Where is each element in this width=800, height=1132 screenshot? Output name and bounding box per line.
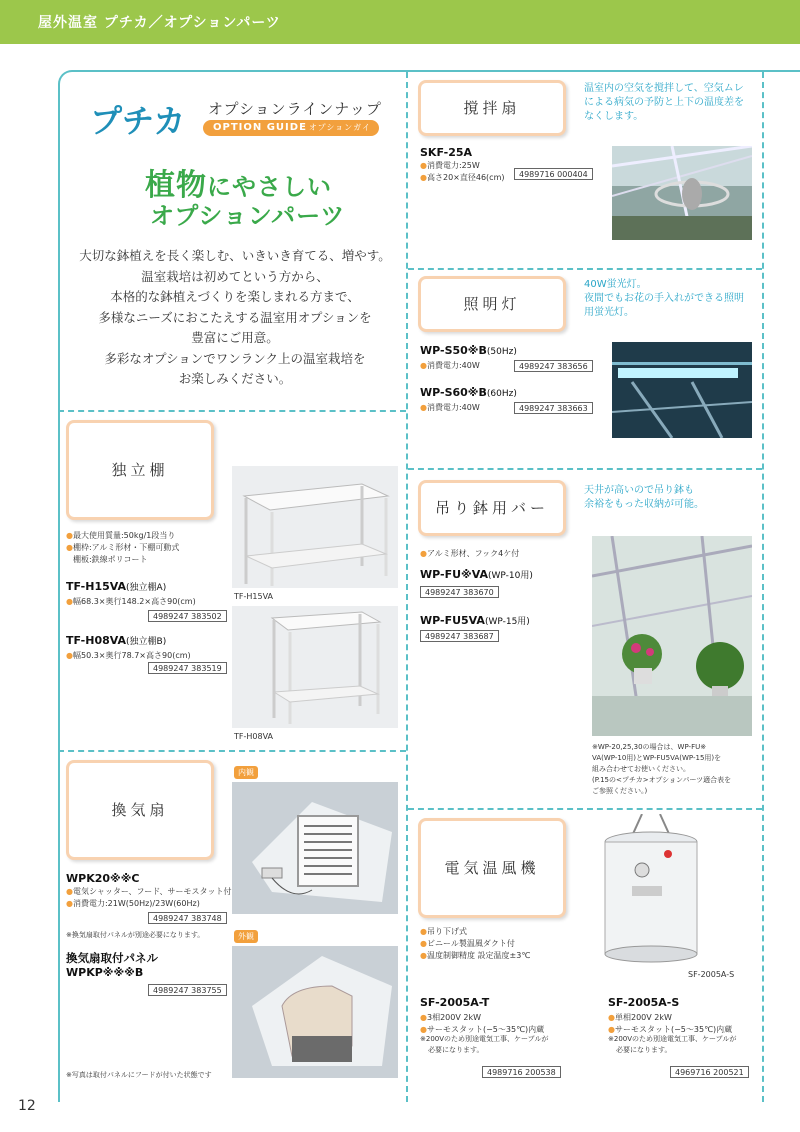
- vent-spec-line: ●消費電力:21W(50Hz)/23W(60Hz): [66, 899, 200, 908]
- bar-description: [584, 484, 704, 512]
- heater-s-specs: [608, 1012, 732, 1036]
- vent-note-photo: ※写真は取付パネルにフードが付いた状態です: [66, 1071, 212, 1079]
- bar-note-line: (P.15の<プチカ>オプションパーツ適合表を: [592, 776, 732, 784]
- fan-desc-line: なくします。: [584, 111, 644, 122]
- vent-photo-exterior: [232, 946, 398, 1078]
- vent-panel-name: 換気扇取付パネル: [66, 951, 158, 965]
- bar-note-line: VA(WP-10用)とWP-FU5VA(WP-15用)を: [592, 754, 722, 762]
- heater-label: 電気温風機: [444, 859, 540, 877]
- light-model-60hz: [420, 386, 517, 399]
- heater-photo: [592, 814, 710, 964]
- light-desc-line: 夜間でもお花の手入れができる照明: [584, 293, 744, 304]
- shelf-spec-line: ●棚枠:アルミ形材・下棚可動式: [66, 543, 180, 552]
- intro-line: 大切な鉢植えを長く楽しむ、いきいき育てる、増やす。: [79, 248, 391, 263]
- bar-model-2: [420, 614, 530, 627]
- bar-label-box: [418, 480, 566, 536]
- shelf-spec-line: 棚板:鉄線ポリコート: [72, 555, 148, 564]
- heater-photo-graphic: [592, 814, 710, 964]
- vent-photo-exterior-graphic: [232, 946, 398, 1078]
- intro-line: 多彩なオプションでワンランク上の温室栽培を: [104, 350, 366, 366]
- light-model-60hz-name: WP-S60※B: [420, 386, 487, 399]
- heater-s-note-line: 必要になります。: [616, 1046, 672, 1054]
- fan-desc-line: による病気の予防と上下の温度差を: [584, 97, 744, 108]
- light-desc-line: 40W蛍光灯。: [584, 279, 647, 290]
- fan-photo: [612, 146, 752, 240]
- bar-photo-graphic: [592, 536, 752, 736]
- light-model-50hz-hz: (50Hz): [486, 347, 517, 357]
- vent-tag-exterior: 外観: [234, 930, 258, 943]
- light-description: [584, 278, 744, 320]
- vent-tag-interior: 内観: [234, 766, 258, 779]
- fan-photo-graphic: [612, 146, 752, 240]
- lineup-title: オプションラインナップ: [208, 100, 382, 118]
- shelf-photo-b-graphic: [232, 606, 398, 728]
- bar-note: [592, 742, 731, 797]
- light-spec-60hz: ●消費電力:40W: [420, 403, 480, 412]
- fan-jan-code: 4989716 000404: [514, 168, 593, 180]
- bar-note-line: ※WP-20,25,30の場合は、WP-FU※: [592, 743, 707, 751]
- shelf-caption-a: TF-H15VA: [234, 592, 274, 601]
- light-photo-graphic: [612, 342, 752, 438]
- light-label: 照明灯: [463, 295, 521, 313]
- divider-right-2: [408, 468, 762, 470]
- light-photo: [612, 342, 752, 438]
- fan-model: SKF-25A: [420, 146, 473, 159]
- bar-label: 吊り鉢用バー: [434, 499, 549, 517]
- header-bar: [0, 0, 800, 44]
- shelf-size-a: ●幅68.3×奥行148.2×高さ90(cm): [66, 597, 196, 606]
- heater-t-note-line: 必要になります。: [428, 1046, 484, 1054]
- shelf-photo-a-graphic: [232, 466, 398, 588]
- vent-label-box: [66, 760, 214, 860]
- heater-t-note: [420, 1034, 548, 1056]
- fan-label: 撹拌扇: [463, 99, 521, 117]
- bar-model-1-name: WP-FU※VA: [420, 568, 488, 581]
- headline-part1: 植物: [145, 168, 207, 203]
- heater-specs: [420, 926, 530, 962]
- vent-note-panel: ※換気扇取付パネルが別途必要になります。: [66, 931, 205, 939]
- bar-note-line: 組み合わせてお使いください。: [592, 765, 690, 773]
- bar-model-1: [420, 568, 533, 581]
- vent-model: WPK20※※C: [66, 872, 140, 885]
- heater-t-note-line: ※200Vのため別途電気工事、ケーブルが: [420, 1035, 549, 1043]
- heater-model-t: SF-2005A-T: [420, 996, 490, 1009]
- bar-jan-code-1: 4989247 383670: [420, 586, 499, 598]
- bar-jan-code-2: 4989247 383687: [420, 630, 499, 642]
- vent-label: 換気扇: [111, 801, 169, 819]
- heater-spec-line: ●吊り下げ式: [420, 927, 467, 936]
- light-model-50hz: [420, 344, 517, 357]
- shelf-photo-b: [232, 606, 398, 728]
- bar-desc-line: 余裕をもった収納が可能。: [584, 499, 704, 510]
- light-spec-50hz: ●消費電力:40W: [420, 361, 480, 370]
- divider-left-2: [58, 750, 406, 752]
- vent-panel-model: WPKP※※※B: [66, 966, 144, 979]
- light-jan-code-50hz: 4989247 383656: [514, 360, 593, 372]
- shelf-model-b: [66, 634, 166, 647]
- headline-line2: オプションパーツ: [150, 202, 346, 230]
- vent-jan-code: 4989247 383748: [148, 912, 227, 924]
- shelf-jan-code-b: 4989247 383519: [148, 662, 227, 674]
- heater-s-spec-line: ●サーモスタット(−5〜35℃)内蔵: [608, 1025, 733, 1034]
- divider-left-1: [58, 410, 406, 412]
- heater-s-note-line: ※200Vのため別途電気工事、ケーブルが: [608, 1035, 737, 1043]
- option-guide-sub: オプションガイド: [213, 123, 371, 148]
- header-title: 屋外温室 プチカ／オプションパーツ: [38, 15, 281, 31]
- heater-label-box: [418, 818, 566, 918]
- fan-desc-line: 温室内の空気を撹拌して、空気ムレ: [584, 83, 744, 94]
- vent-photo-interior: [232, 782, 398, 914]
- light-model-60hz-hz: (60Hz): [486, 389, 517, 399]
- shelf-model-b-note: (独立棚B): [126, 637, 167, 647]
- option-guide-label: OPTION GUIDE: [213, 122, 307, 133]
- shelf-caption-b: TF-H08VA: [234, 732, 274, 741]
- intro-text: [70, 246, 400, 390]
- vent-specs: [66, 886, 232, 910]
- shelf-model-a: [66, 580, 166, 593]
- heater-s-spec-line: ●単相200V 2kW: [608, 1013, 672, 1022]
- vent-photo-interior-graphic: [232, 782, 398, 914]
- bar-model-2-note: (WP-15用): [484, 617, 530, 627]
- shelf-label: 独立棚: [111, 461, 169, 479]
- heater-model-s: SF-2005A-S: [608, 996, 680, 1009]
- intro-line: 本格的な鉢植えづくりを楽しまれる方まで、: [110, 289, 360, 304]
- fan-spec-line: ●消費電力:25W: [420, 161, 480, 170]
- shelf-jan-code-a: 4989247 383502: [148, 610, 227, 622]
- shelf-spec-line: ●最大使用質量:50kg/1段当り: [66, 531, 176, 540]
- bar-note-line: ご参照ください。): [592, 787, 648, 795]
- shelf-model-a-name: TF-H15VA: [66, 580, 127, 593]
- intro-line: 豊富にご用意。: [191, 330, 279, 345]
- intro-line: お楽しみください。: [178, 371, 292, 386]
- option-guide-bar: [203, 120, 379, 148]
- intro-line: 多様なニーズにおこたえする温室用オプションを: [98, 309, 372, 325]
- svg-text:プチカ: プチカ: [90, 102, 186, 140]
- intro-line: 温室栽培は初めてという方から、: [141, 268, 329, 284]
- headline-part2: にやさしい: [207, 173, 332, 201]
- heater-spec-line: ●ビニール製温風ダクト付: [420, 939, 515, 948]
- light-desc-line: 用蛍光灯。: [584, 307, 634, 318]
- divider-vertical-center: [406, 72, 408, 1102]
- page-number: 12: [18, 1098, 36, 1114]
- bar-model-2-name: WP-FU5VA: [420, 614, 485, 627]
- heater-s-note: [608, 1034, 758, 1056]
- heater-caption: SF-2005A-S: [688, 970, 735, 979]
- bar-model-1-note: (WP-10用): [488, 571, 533, 581]
- heater-t-spec-line: ●3相200V 2kW: [420, 1013, 481, 1022]
- light-model-50hz-name: WP-S50※B: [420, 344, 487, 357]
- light-label-box: [418, 276, 566, 332]
- light-jan-code-60hz: 4989247 383663: [514, 402, 593, 414]
- bar-desc-line: 天井が高いので吊り鉢も: [584, 485, 694, 496]
- vent-spec-line: ●電気シャッター、フード、サーモスタット付: [66, 887, 232, 896]
- fan-specs: [420, 160, 504, 184]
- heater-t-jan-code: 4989716 200538: [482, 1066, 561, 1078]
- heater-t-spec-line: ●サーモスタット(−5〜35℃)内蔵: [420, 1025, 545, 1034]
- divider-right-1: [408, 268, 762, 270]
- bar-spec: ●アルミ形材、フック4ケ付: [420, 549, 520, 558]
- heater-s-jan-code: 4969716 200521: [670, 1066, 749, 1078]
- bar-photo: [592, 536, 752, 736]
- shelf-model-b-name: TF-H08VA: [66, 634, 127, 647]
- fan-label-box: [418, 80, 566, 136]
- heater-t-specs: [420, 1012, 544, 1036]
- divider-vertical-right: [762, 72, 764, 1102]
- shelf-photo-a: [232, 466, 398, 588]
- heater-spec-line: ●温度制御精度 設定温度±3℃: [420, 951, 531, 960]
- fan-description: [584, 82, 744, 124]
- vent-panel-jan-code: 4989247 383755: [148, 984, 227, 996]
- shelf-specs: [66, 530, 179, 566]
- shelf-model-a-note: (独立棚A): [126, 583, 167, 593]
- shelf-size-b: ●幅50.3×奥行78.7×高さ90(cm): [66, 651, 191, 660]
- shelf-label-box: [66, 420, 214, 520]
- brand-logo: [88, 98, 198, 140]
- divider-right-3: [408, 808, 762, 810]
- fan-spec-line: ●高さ20×直径46(cm): [420, 173, 505, 182]
- brand-logo-graphic: [88, 98, 198, 140]
